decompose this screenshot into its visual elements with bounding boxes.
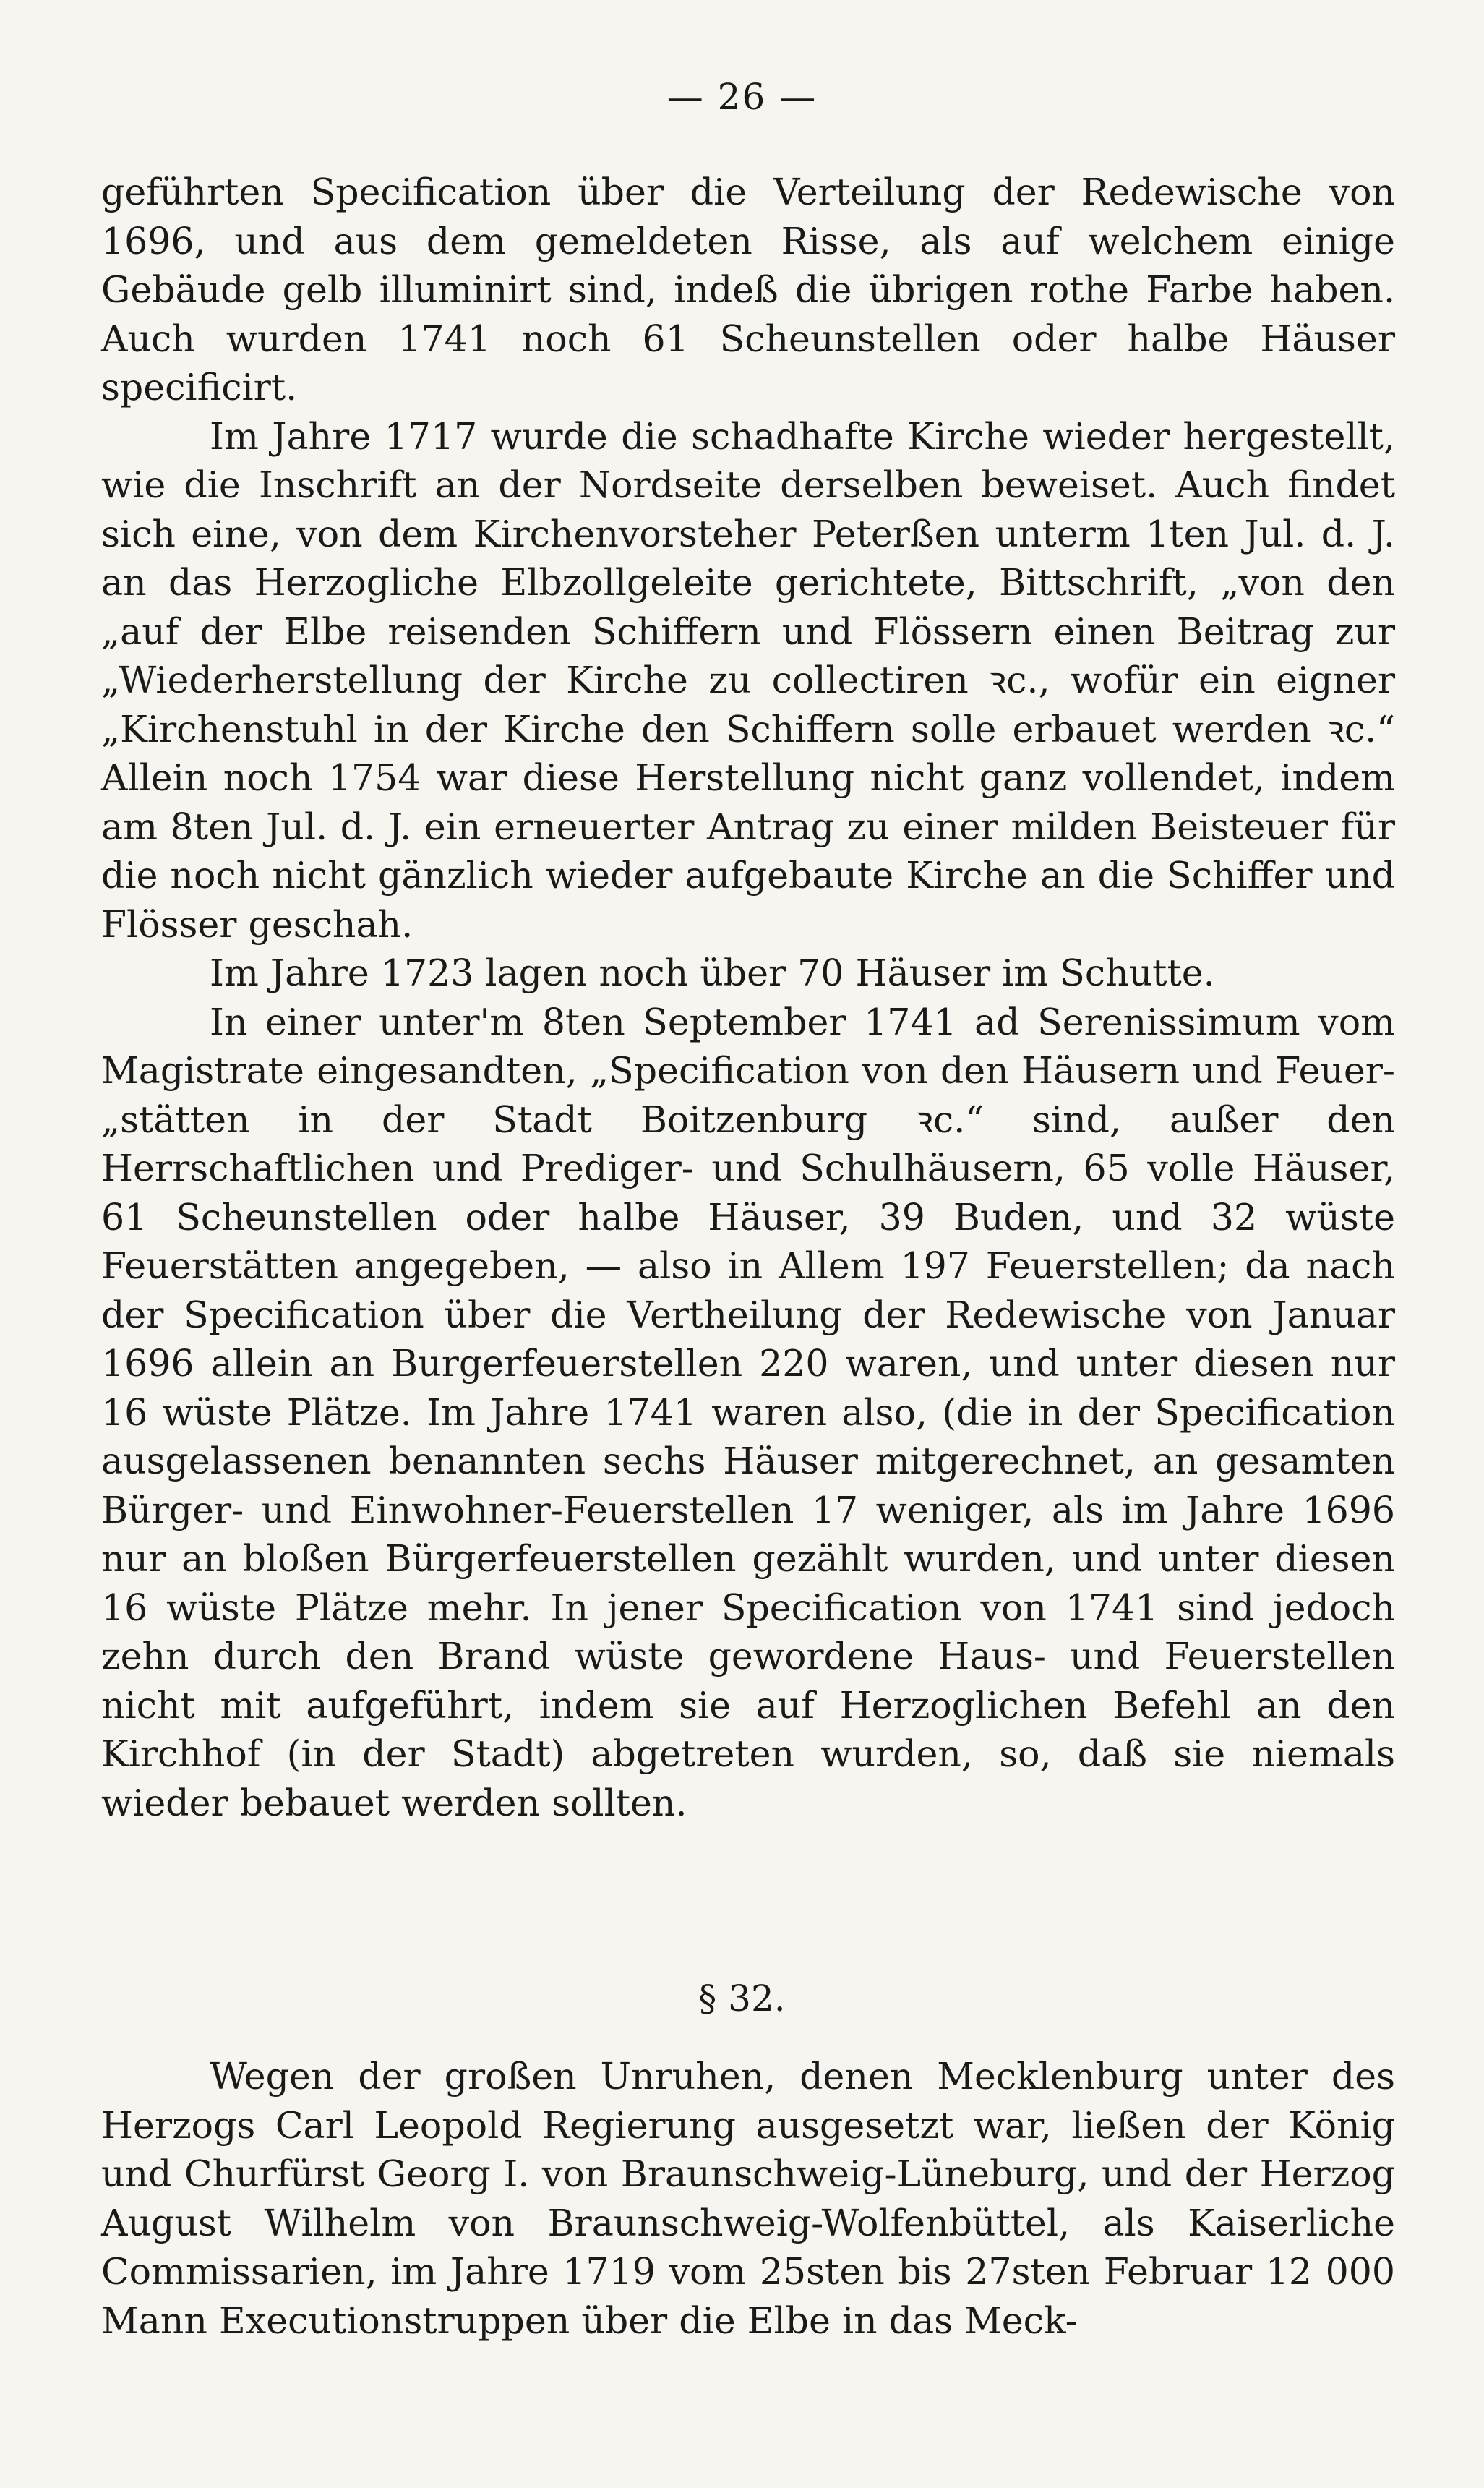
paragraph-continuation: geführten Specification über die Verteilung der Redewische von 1696, und aus dem gemeldeten Risse, als auf welchem einige Gebäude gelb illuminirt sind, indeß die übrigen rothe Farbe haben. Auch wurden 1741 noch 61 Scheunstellen oder halbe Häuser specificirt.	[101, 171, 1395, 409]
body-text-top	[101, 168, 1395, 1827]
body-text-bottom	[101, 2052, 1395, 2345]
paragraph-1741-specification: In einer unter'm 8ten September 1741 ad Serenissimum vom Magistrate eingesandten, „Specification von den Häusern und Feuer- „stätten in der Stadt Boitzenburg ꝛc.“ sind, außer den Herrschaftlichen und Prediger- und Schulhäusern, 65 volle Häuser, 61 Scheunstellen oder halbe Häuser, 39 Buden, und 32 wüste Feuerstätten angegeben, — also in Allem 197 Feuerstellen; da nach der Specification über die Vertheilung der Redewische von Januar 1696 allein an Burgerfeuerstellen 220 waren, und unter diesen nur 16 wüste Plätze. Im Jahre 1741 waren also, (die in der Specification ausgelassenen benannten sechs Häuser mitgerechnet, an gesamten Bürger- und Einwohner-Feuerstellen 17 weniger, als im Jahre 1696 nur an bloßen Bürgerfeuerstellen gezählt wurden, und unter diesen 16 wüste Plätze mehr. In jener Specification von 1741 sind jedoch zehn durch den Brand wüste gewordene Haus- und Feuerstellen nicht mit aufgeführt, indem sie auf Herzoglichen Befehl an den Kirchhof (in der Stadt) abgetreten wurden, so, daß sie niemals wieder bebauet werden sollten.	[101, 1000, 1395, 1824]
paragraph-church-restoration: Im Jahre 1717 wurde die schadhafte Kirche wieder hergestellt, wie die Inschrift an der Nordseite derselben beweiset. Auch findet sich eine, von dem Kirchenvorsteher Peterßen unterm 1ten Jul. d. J. an das Herzogliche Elbzollgeleite gerichtete, Bittschrift, „von den „auf der Elbe reisenden Schiffern und Flössern einen Beitrag zur „Wiederherstellung der Kirche zu collectiren ꝛc., wofür ein eigner „Kirchenstuhl in der Kirche den Schiffern solle erbauet werden ꝛc.“ Allein noch 1754 war diese Herstellung nicht ganz vollendet, indem am 8ten Jul. d. J. ein erneuerter Antrag zu einer milden Beisteuer für die noch nicht gänzlich wieder aufgebaute Kirche an die Schiffer und Flösser geschah.	[101, 414, 1395, 946]
page-number: — 26 —	[666, 76, 818, 118]
paragraph-1723-ruins: Im Jahre 1723 lagen noch über 70 Häuser im Schutte.	[210, 952, 1215, 994]
section-heading: § 32.	[698, 1978, 786, 2019]
paragraph-section-32: Wegen der großen Unruhen, denen Mecklenburg unter des Herzogs Carl Leopold Regierung ausgesetzt war, ließen der König und Churfürst Georg I. von Braunschweig-Lüneburg, und der Herzog August Wilhelm von Braunschweig-Wolfenbüttel, als Kaiserliche Commissarien, im Jahre 1719 vom 25sten bis 27sten Februar 12 000 Mann Executionstruppen über die Elbe in das Meck-	[101, 2055, 1395, 2342]
